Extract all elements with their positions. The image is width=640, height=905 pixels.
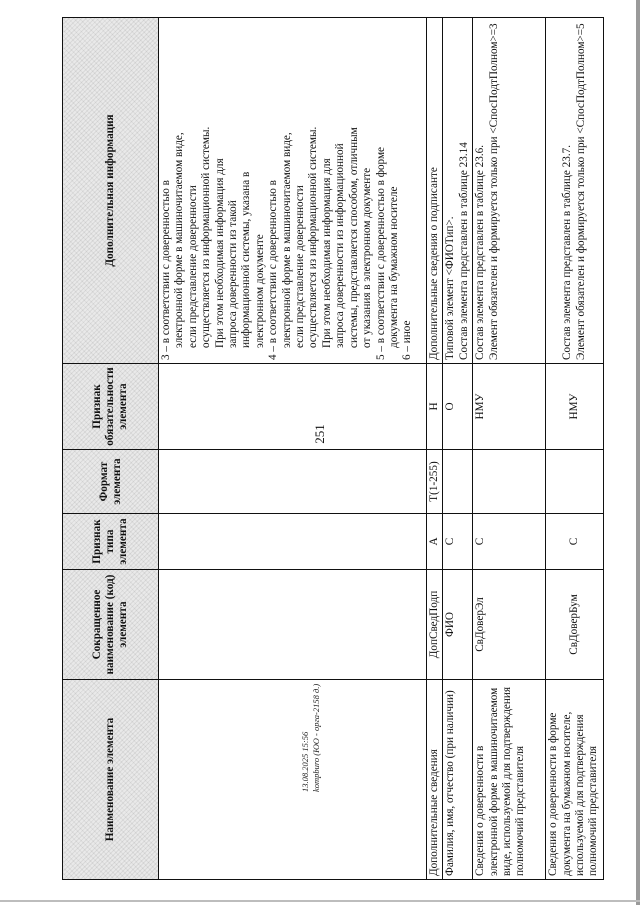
table-row: [473, 18, 546, 880]
cell-element-type: А: [427, 514, 443, 570]
info-line: Состав элемента представлен в таблице 23.14: [457, 142, 470, 360]
cell-element-name: Сведения о доверенности в форме документа на бумажном носителе, используемой для подтверждения полномочий представителя: [546, 680, 604, 880]
cell-element-format: T(1-255): [427, 450, 443, 514]
info-line: запроса доверенности из такой: [227, 200, 240, 348]
cell-additional-info: [546, 18, 604, 364]
cell-empty: [159, 450, 427, 514]
info-line: 6 – иное: [401, 320, 414, 360]
info-line: При этом необходимая информация для: [213, 158, 226, 348]
cell-element-required: НМУ: [473, 364, 546, 450]
scan-edge: [636, 0, 640, 905]
header-element-code: Сокращенное наименование (код) элемента: [63, 570, 159, 680]
cell-element-name: Фамилия, имя, отчество (при наличии): [443, 680, 473, 880]
header-element-name: Наименование элемента: [63, 680, 159, 880]
table-row: [443, 18, 473, 880]
info-line: электронной форме в машиночитаемом виде,: [280, 132, 293, 348]
table-row: [159, 18, 427, 880]
cell-additional-info: [427, 18, 443, 364]
info-line: электронном документе: [253, 234, 266, 348]
cell-element-type: С: [473, 514, 546, 570]
cell-additional-info: [443, 18, 473, 364]
scan-edge-bottom: [0, 900, 640, 902]
info-line: осуществляется из информационной системы.: [200, 126, 213, 348]
info-line: 4 – в соответствии с доверенностью в: [267, 180, 280, 360]
info-line: При этом необходимая информация для: [320, 158, 333, 348]
cell-element-required: О: [443, 364, 473, 450]
cell-element-code: ДопСведПодп: [427, 570, 443, 680]
info-line: системы, представляется способом, отличным: [347, 127, 360, 348]
table-header-row: [63, 18, 159, 880]
cell-element-code: СвДоверЭл: [473, 570, 546, 680]
stamp-date: 13.08.2025 15:56: [300, 731, 310, 792]
info-line: от указания в электронном документе: [361, 167, 374, 348]
info-line: 3 – в соответствии с доверенностью в: [160, 180, 172, 360]
info-line: Состав элемента представлен в таблице 23.6.: [474, 144, 487, 360]
stamp-source: kompburo (ЮО - орга-2158 д.): [311, 683, 321, 792]
header-element-required: Признак обязательности элемента: [63, 364, 159, 450]
info-line: Элемент обязателен и формируется только при <СпосПодтПолном>=3: [487, 23, 500, 360]
cell-element-type: С: [546, 514, 604, 570]
info-line: если представление доверенности: [294, 185, 307, 348]
info-line: Состав элемента представлен в таблице 23.7.: [561, 144, 574, 360]
info-line: информационной системы, указана в: [240, 171, 253, 348]
cell-empty: [159, 514, 427, 570]
table-row: [427, 18, 443, 880]
cell-element-format: [473, 450, 546, 514]
header-element-format: Формат элемента: [63, 450, 159, 514]
cell-empty: [159, 364, 427, 450]
info-line: документа на бумажном носителе: [387, 186, 400, 348]
cell-element-type: С: [443, 514, 473, 570]
info-line: осуществляется из информационной системы.: [307, 126, 320, 348]
cell-empty: [159, 570, 427, 680]
info-line: запроса доверенности из информационной: [334, 143, 347, 348]
header-additional-info: Дополнительная информация: [63, 18, 159, 364]
cell-additional-info: [473, 18, 546, 364]
page-number: 251: [312, 424, 327, 444]
cell-element-code: СвДоверБум: [546, 570, 604, 680]
cell-element-required: Н: [427, 364, 443, 450]
info-line: 5 – в соответствии с доверенностью в форме: [374, 146, 387, 360]
cell-element-format: [443, 450, 473, 514]
header-element-type: Признак типа элемента: [63, 514, 159, 570]
info-line: Элемент обязателен и формируется только при <СпосПодтПолном>=5: [574, 23, 587, 360]
cell-element-required: НМУ: [546, 364, 604, 450]
print-stamp: [300, 592, 340, 792]
cell-additional-info: [159, 18, 427, 364]
cell-empty: [159, 680, 427, 880]
info-line: если представление доверенности: [186, 185, 199, 348]
cell-element-name: Сведения о доверенности в электронной форме в машиночитаемом виде, используемой для подтверждения полномочий представителя: [473, 680, 546, 880]
cell-element-name: Дополнительные сведения: [427, 680, 443, 880]
cell-element-code: ФИО: [443, 570, 473, 680]
info-line: электронной форме в машиночитаемом виде,: [173, 132, 186, 348]
rotated-table-wrapper: [62, 18, 629, 880]
info-line: Типовой элемент <ФИОТип>.: [444, 216, 457, 360]
table-row: [546, 18, 604, 880]
cell-element-format: [546, 450, 604, 514]
info-line: Дополнительные сведения о подписанте: [428, 167, 440, 360]
